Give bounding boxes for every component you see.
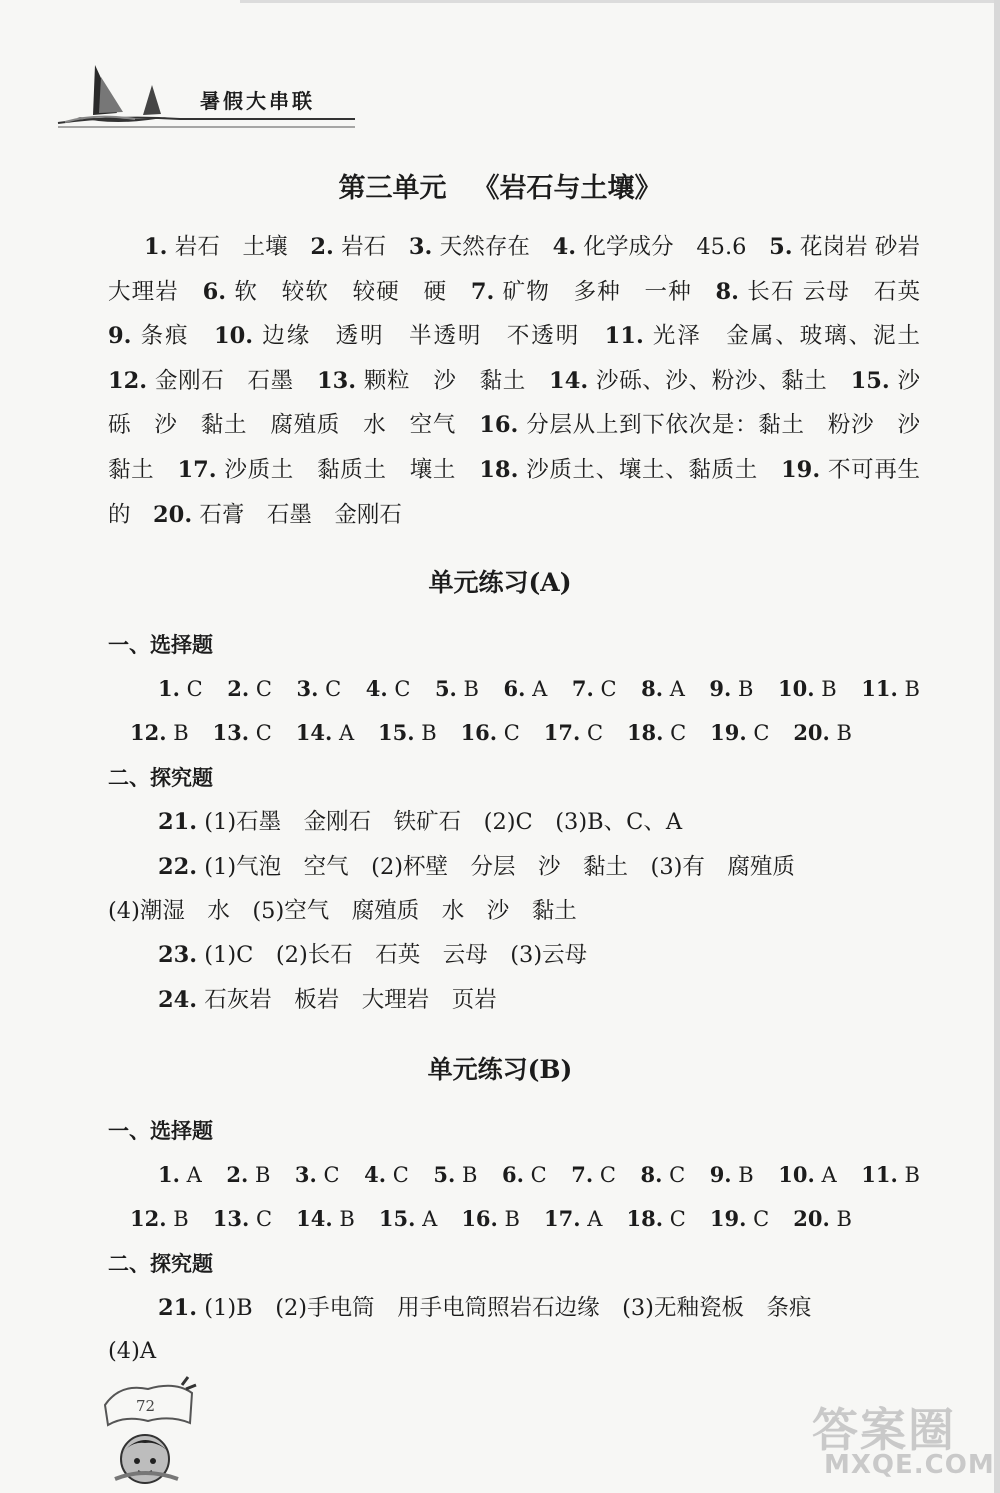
answer-number: 19.: [781, 456, 821, 483]
choice-answer: 2. B: [226, 1162, 271, 1187]
choice-answer: 13. C: [212, 720, 272, 745]
answer-number: 7.: [470, 278, 495, 305]
answer-number: 3.: [408, 234, 433, 260]
choice-answer: 13. C: [212, 1206, 273, 1231]
page-right-edge: [994, 0, 1000, 1493]
exercise-b-inquiry-heading: 二、探究题: [108, 1251, 213, 1276]
exercise-a-q21: 21. (1)石墨 金刚石 铁矿石 (2)C (3)B、C、A: [158, 809, 683, 835]
answer-text: 沙质土、壤土、黏质土: [518, 456, 782, 483]
choice-answer: 4. C: [365, 676, 411, 701]
unit-title-number: 第三单元: [338, 173, 447, 204]
answer-number: 9.: [108, 323, 132, 350]
answer-text: 沙质土 黏质土 壤土: [216, 456, 480, 483]
answer-text: 分层从上到下依次是：黏土 粉沙 沙 黏土: [108, 412, 943, 483]
unit-title-name: 《岩石与土壤》: [472, 173, 662, 204]
answer-text: 矿物 多种 一种: [494, 278, 716, 305]
answer-number: 14.: [549, 367, 589, 394]
answer-number: 16.: [479, 412, 519, 439]
choice-answer: 9. B: [709, 1162, 754, 1187]
answer-number: 20.: [153, 501, 193, 528]
choice-answer: 15. B: [378, 720, 437, 745]
answer-text: 光泽 金属、玻璃、泥土: [643, 323, 943, 350]
choice-answer: 11. B: [861, 1162, 920, 1187]
unit-title: [0, 166, 1000, 205]
choice-answer: 3. C: [294, 1162, 340, 1187]
answer-text: 不可再生的: [108, 456, 920, 528]
exercise-a-choice-row-1: [158, 674, 920, 704]
answer-number: 18.: [479, 456, 519, 483]
choice-answer: 7. C: [571, 676, 617, 701]
exercise-b-q21-continued: (4)A: [108, 1338, 157, 1364]
choice-answer: 6. A: [503, 676, 548, 701]
choice-answer: 17. A: [544, 1206, 603, 1231]
answer-number: 4.: [552, 234, 577, 260]
answer-text: 颗粒 沙 黏土: [356, 367, 550, 394]
choice-answer: 8. C: [640, 1162, 686, 1187]
answer-number: 6.: [202, 278, 227, 305]
header-title: 暑假大串联: [200, 89, 315, 113]
answer-number: 11.: [604, 323, 644, 350]
answer-text: 岩石: [333, 234, 409, 260]
exercise-b-choice-row-1: [158, 1160, 920, 1190]
answer-text: 石膏 石墨 金刚石: [192, 501, 402, 528]
answer-text: 边缘 透明 半透明 不透明: [253, 323, 605, 350]
choice-answer: 7. C: [571, 1162, 616, 1187]
answer-text: 岩石 土壤: [167, 234, 311, 260]
answer-text: 条痕: [131, 323, 214, 350]
answer-number: 13.: [316, 367, 357, 394]
choice-answer: 19. C: [709, 1206, 770, 1231]
page-top-edge: [240, 0, 1000, 3]
choice-answer: 11. B: [861, 676, 920, 701]
cartoon-child-icon: [100, 1375, 210, 1485]
exercise-a-choice-row-2: [130, 718, 852, 748]
answer-text: 沙砾 沙 黏土 腐殖质 水 空气: [108, 367, 921, 439]
choice-answer: 10. A: [778, 1162, 837, 1187]
answer-text: 软 较软 较硬 硬: [226, 278, 471, 305]
exercise-a-q24: 24. 石灰岩 板岩 大理岩 页岩: [158, 987, 497, 1013]
page-footer: [100, 1375, 210, 1485]
choice-answer: 16. C: [460, 720, 520, 745]
choice-answer: 18. C: [626, 1206, 686, 1231]
answer-text: 长石 云母 石英: [739, 278, 943, 305]
answer-number: 8.: [715, 278, 739, 305]
exercise-a-title: 单元练习(A): [428, 568, 572, 597]
watermark-chinese: 答案圈: [812, 1403, 956, 1457]
choice-answer: 6. C: [501, 1162, 547, 1187]
exercise-a-q22-continued: (4)潮湿 水 (5)空气 腐殖质 水 沙 黏土: [108, 898, 577, 924]
choice-answer: 3. C: [296, 676, 342, 701]
watermark-url: MXQE.COM: [824, 1450, 995, 1480]
running-header: [55, 55, 360, 135]
answer-number: 15.: [850, 367, 890, 394]
choice-answer: 20. B: [793, 1206, 852, 1231]
answer-number: 17.: [177, 456, 217, 483]
choice-answer: 17. C: [543, 720, 604, 745]
answer-number: 12.: [108, 367, 148, 394]
choice-answer: 18. C: [626, 720, 687, 745]
unit-answers-paragraph: [108, 225, 943, 537]
answer-text: 天然存在: [432, 234, 553, 260]
watermark: [812, 1392, 995, 1482]
exercise-a-q23: 23. (1)C (2)长石 石英 云母 (3)云母: [158, 942, 588, 968]
exercise-a-q22: 22. (1)气泡 空气 (2)杯壁 分层 沙 黏土 (3)有 腐殖质: [158, 854, 795, 880]
choice-answer: 12. B: [130, 720, 189, 745]
choice-answer: 14. B: [296, 1206, 355, 1231]
answer-text: 沙砾、沙、粉沙、黏土: [588, 367, 851, 394]
choice-answer: 4. C: [364, 1162, 409, 1187]
answer-number: 5.: [769, 234, 793, 260]
answer-number: 1.: [144, 234, 168, 260]
choice-answer: 16. B: [461, 1206, 520, 1231]
choice-answer: 14. A: [295, 720, 355, 745]
exercise-b-choice-row-2: [130, 1204, 852, 1234]
exercise-b-title: 单元练习(B): [427, 1055, 573, 1084]
answer-number: 2.: [310, 234, 334, 260]
choice-answer: 8. A: [641, 676, 685, 701]
answer-text: 化学成分 45.6: [576, 234, 770, 260]
choice-answer: 12. B: [130, 1206, 189, 1231]
exercise-a-choice-heading: 一、选择题: [108, 632, 213, 657]
exercise-a-inquiry-heading: 二、探究题: [108, 765, 213, 790]
choice-answer: 2. C: [227, 676, 272, 701]
choice-answer: 9. B: [709, 676, 754, 701]
choice-answer: 1. A: [158, 1162, 202, 1187]
answer-number: 10.: [213, 323, 254, 350]
choice-answer: 15. A: [378, 1206, 438, 1231]
choice-answer: 5. B: [433, 1162, 478, 1187]
choice-answer: 20. B: [793, 720, 852, 745]
choice-answer: 1. C: [158, 676, 203, 701]
exercise-b-choice-heading: 一、选择题: [108, 1118, 213, 1143]
page-number: 72: [136, 1397, 156, 1415]
answer-text: 花岗岩 砂岩 大理岩: [108, 234, 943, 305]
answer-text: 金刚石 石墨: [147, 367, 317, 394]
choice-answer: 19. C: [710, 720, 770, 745]
choice-answer: 10. B: [778, 676, 837, 701]
exercise-b-q21: 21. (1)B (2)手电筒 用手电筒照岩石边缘 (3)无釉瓷板 条痕: [158, 1295, 812, 1321]
choice-answer: 5. B: [434, 676, 479, 701]
